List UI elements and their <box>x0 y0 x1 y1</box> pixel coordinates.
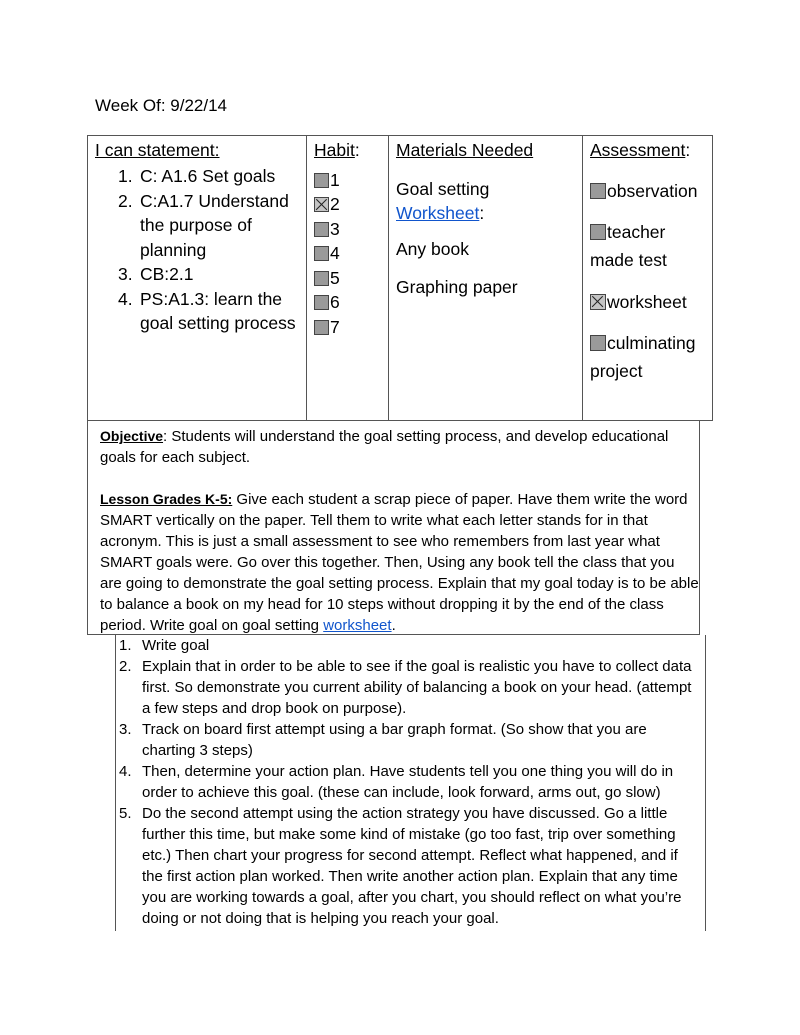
ican-item <box>98 189 303 263</box>
step-text: Explain that in order to be able to see if the goal is realistic you have to collect data first. So demonstrate you current ability of balancing a book on your head. (attempt a few steps and drop book on purpose). <box>142 658 692 717</box>
assessment-option-worksheet[interactable] <box>590 288 710 316</box>
lesson-plan-table <box>87 135 713 421</box>
assessment-header-text: Assessment <box>590 140 686 160</box>
habit-checkbox[interactable] <box>314 246 329 261</box>
lesson-end: . <box>391 617 396 634</box>
ican-item-number: 2. <box>118 190 133 211</box>
worksheet-link[interactable]: Worksheet <box>396 203 480 223</box>
step-item <box>116 719 705 761</box>
habit-header <box>314 140 360 161</box>
ican-item-number: 4. <box>118 288 133 309</box>
habit-checkbox[interactable] <box>314 320 329 335</box>
week-of-heading: Week Of: 9/22/14 <box>95 96 227 115</box>
assessment-checkbox[interactable] <box>590 224 606 240</box>
worksheet-colon: : <box>479 203 485 223</box>
ican-item <box>98 262 303 287</box>
assessment-column <box>583 136 713 420</box>
habit-label: 1 <box>330 169 340 190</box>
ican-item-number: 1. <box>118 166 133 186</box>
habit-label: 3 <box>330 218 340 239</box>
ican-header: I can statement: <box>95 140 220 160</box>
lesson-label: Lesson Grades K-5: <box>100 491 233 507</box>
habit-header-colon: : <box>354 140 360 160</box>
step-number: 4. <box>119 763 132 780</box>
habit-label: 4 <box>330 243 340 264</box>
habit-option-7[interactable] <box>314 315 340 340</box>
objective-text: : Students will understand the goal setting process, and develop educational goals for each subject. <box>100 428 669 466</box>
ican-item-text: C:A1.7 Understand the purpose of planning <box>140 190 289 260</box>
ican-item <box>98 287 303 336</box>
ican-column <box>88 136 307 420</box>
habit-checkbox[interactable] <box>314 222 329 237</box>
objective-lesson-box <box>87 421 700 635</box>
habit-checklist <box>314 168 340 340</box>
lesson-worksheet-link[interactable]: worksheet <box>323 617 392 634</box>
step-text: Do the second attempt using the action strategy you have discussed. Go a little further this time, but make some kind of mistake (go too fast, trip over something etc.) Then chart your progress for second attempt. Reflect what happened, and if the first action plan worked. Then write another action plan. Explain that any time you are working towards a goal, after you chart, you should reflect on what you’re doing or not doing that is helping you reach your goal. <box>142 805 682 927</box>
habit-column <box>307 136 389 420</box>
step-number: 5. <box>119 805 132 822</box>
habit-option-4[interactable] <box>314 242 340 267</box>
objective-label: Objective <box>100 428 164 444</box>
material-goal-setting <box>396 177 489 225</box>
materials-column <box>389 136 583 420</box>
material-goal-setting-text: Goal setting <box>396 179 490 199</box>
step-number: 1. <box>119 637 132 654</box>
lesson-text: Give each student a scrap piece of paper. Have them write the word SMART vertically on the paper. Tell them to write what each letter stands for in that acronym. This is just a small assessment to see who remembers from last year what SMART goals were. Go over this together. Then, Using any book tell the class that you are going to demonstrate the goal setting process. Explain that my goal today is to be able to balance a book on my head for 10 steps without dropping it by the end of the class period. Write goal on goal setting <box>100 491 699 634</box>
habit-label: 6 <box>330 292 340 313</box>
material-graphing-paper: Graphing paper <box>396 277 518 297</box>
assessment-option-culminating-project[interactable] <box>590 329 710 385</box>
habit-label: 5 <box>330 267 340 288</box>
habit-checkbox-checked[interactable] <box>314 197 329 212</box>
habit-header-text: Habit <box>314 140 355 160</box>
step-text: Write goal <box>142 637 210 654</box>
assessment-label: teacher made test <box>590 222 667 270</box>
step-number: 2. <box>119 658 132 675</box>
assessment-label: culminating project <box>590 333 696 381</box>
materials-header: Materials Needed <box>396 140 534 160</box>
assessment-header-colon: : <box>685 140 691 160</box>
assessment-option-observation[interactable] <box>590 177 710 205</box>
habit-label: 2 <box>330 194 340 215</box>
ican-item <box>98 164 303 189</box>
habit-option-6[interactable] <box>314 291 340 316</box>
step-item <box>116 635 705 656</box>
ican-item-number: 3. <box>118 264 133 284</box>
step-text: Then, determine your action plan. Have students tell you one thing you will do in order to achieve this goal. (these can include, look forward, arms out, go slow) <box>142 763 674 801</box>
habit-checkbox[interactable] <box>314 271 329 286</box>
lesson-paragraph <box>100 489 699 636</box>
assessment-checkbox[interactable] <box>590 335 606 351</box>
habit-option-2[interactable] <box>314 193 340 218</box>
habit-checkbox[interactable] <box>314 173 329 188</box>
step-text: Track on board first attempt using a bar graph format. (So show that you are charting 3 steps) <box>142 721 647 759</box>
step-item <box>116 761 705 803</box>
ican-item-text: C: A1.6 Set goals <box>140 166 276 186</box>
step-item <box>116 656 705 719</box>
assessment-label: worksheet <box>607 292 687 312</box>
ican-list <box>98 164 303 336</box>
assessment-checkbox[interactable] <box>590 183 606 199</box>
ican-item-text: CB:2.1 <box>140 264 194 284</box>
assessment-label: observation <box>607 181 698 201</box>
assessment-header <box>590 140 690 161</box>
habit-label: 7 <box>330 316 340 337</box>
habit-option-3[interactable] <box>314 217 340 242</box>
step-item <box>116 803 705 929</box>
habit-option-1[interactable] <box>314 168 340 193</box>
material-any-book: Any book <box>396 239 469 259</box>
objective-paragraph <box>100 426 699 468</box>
habit-checkbox[interactable] <box>314 295 329 310</box>
assessment-option-teacher-test[interactable] <box>590 218 700 274</box>
step-number: 3. <box>119 721 132 738</box>
ican-item-text: PS:A1.3: learn the goal setting process <box>140 288 296 333</box>
assessment-checkbox-checked[interactable] <box>590 294 606 310</box>
steps-box <box>115 635 706 931</box>
habit-option-5[interactable] <box>314 266 340 291</box>
